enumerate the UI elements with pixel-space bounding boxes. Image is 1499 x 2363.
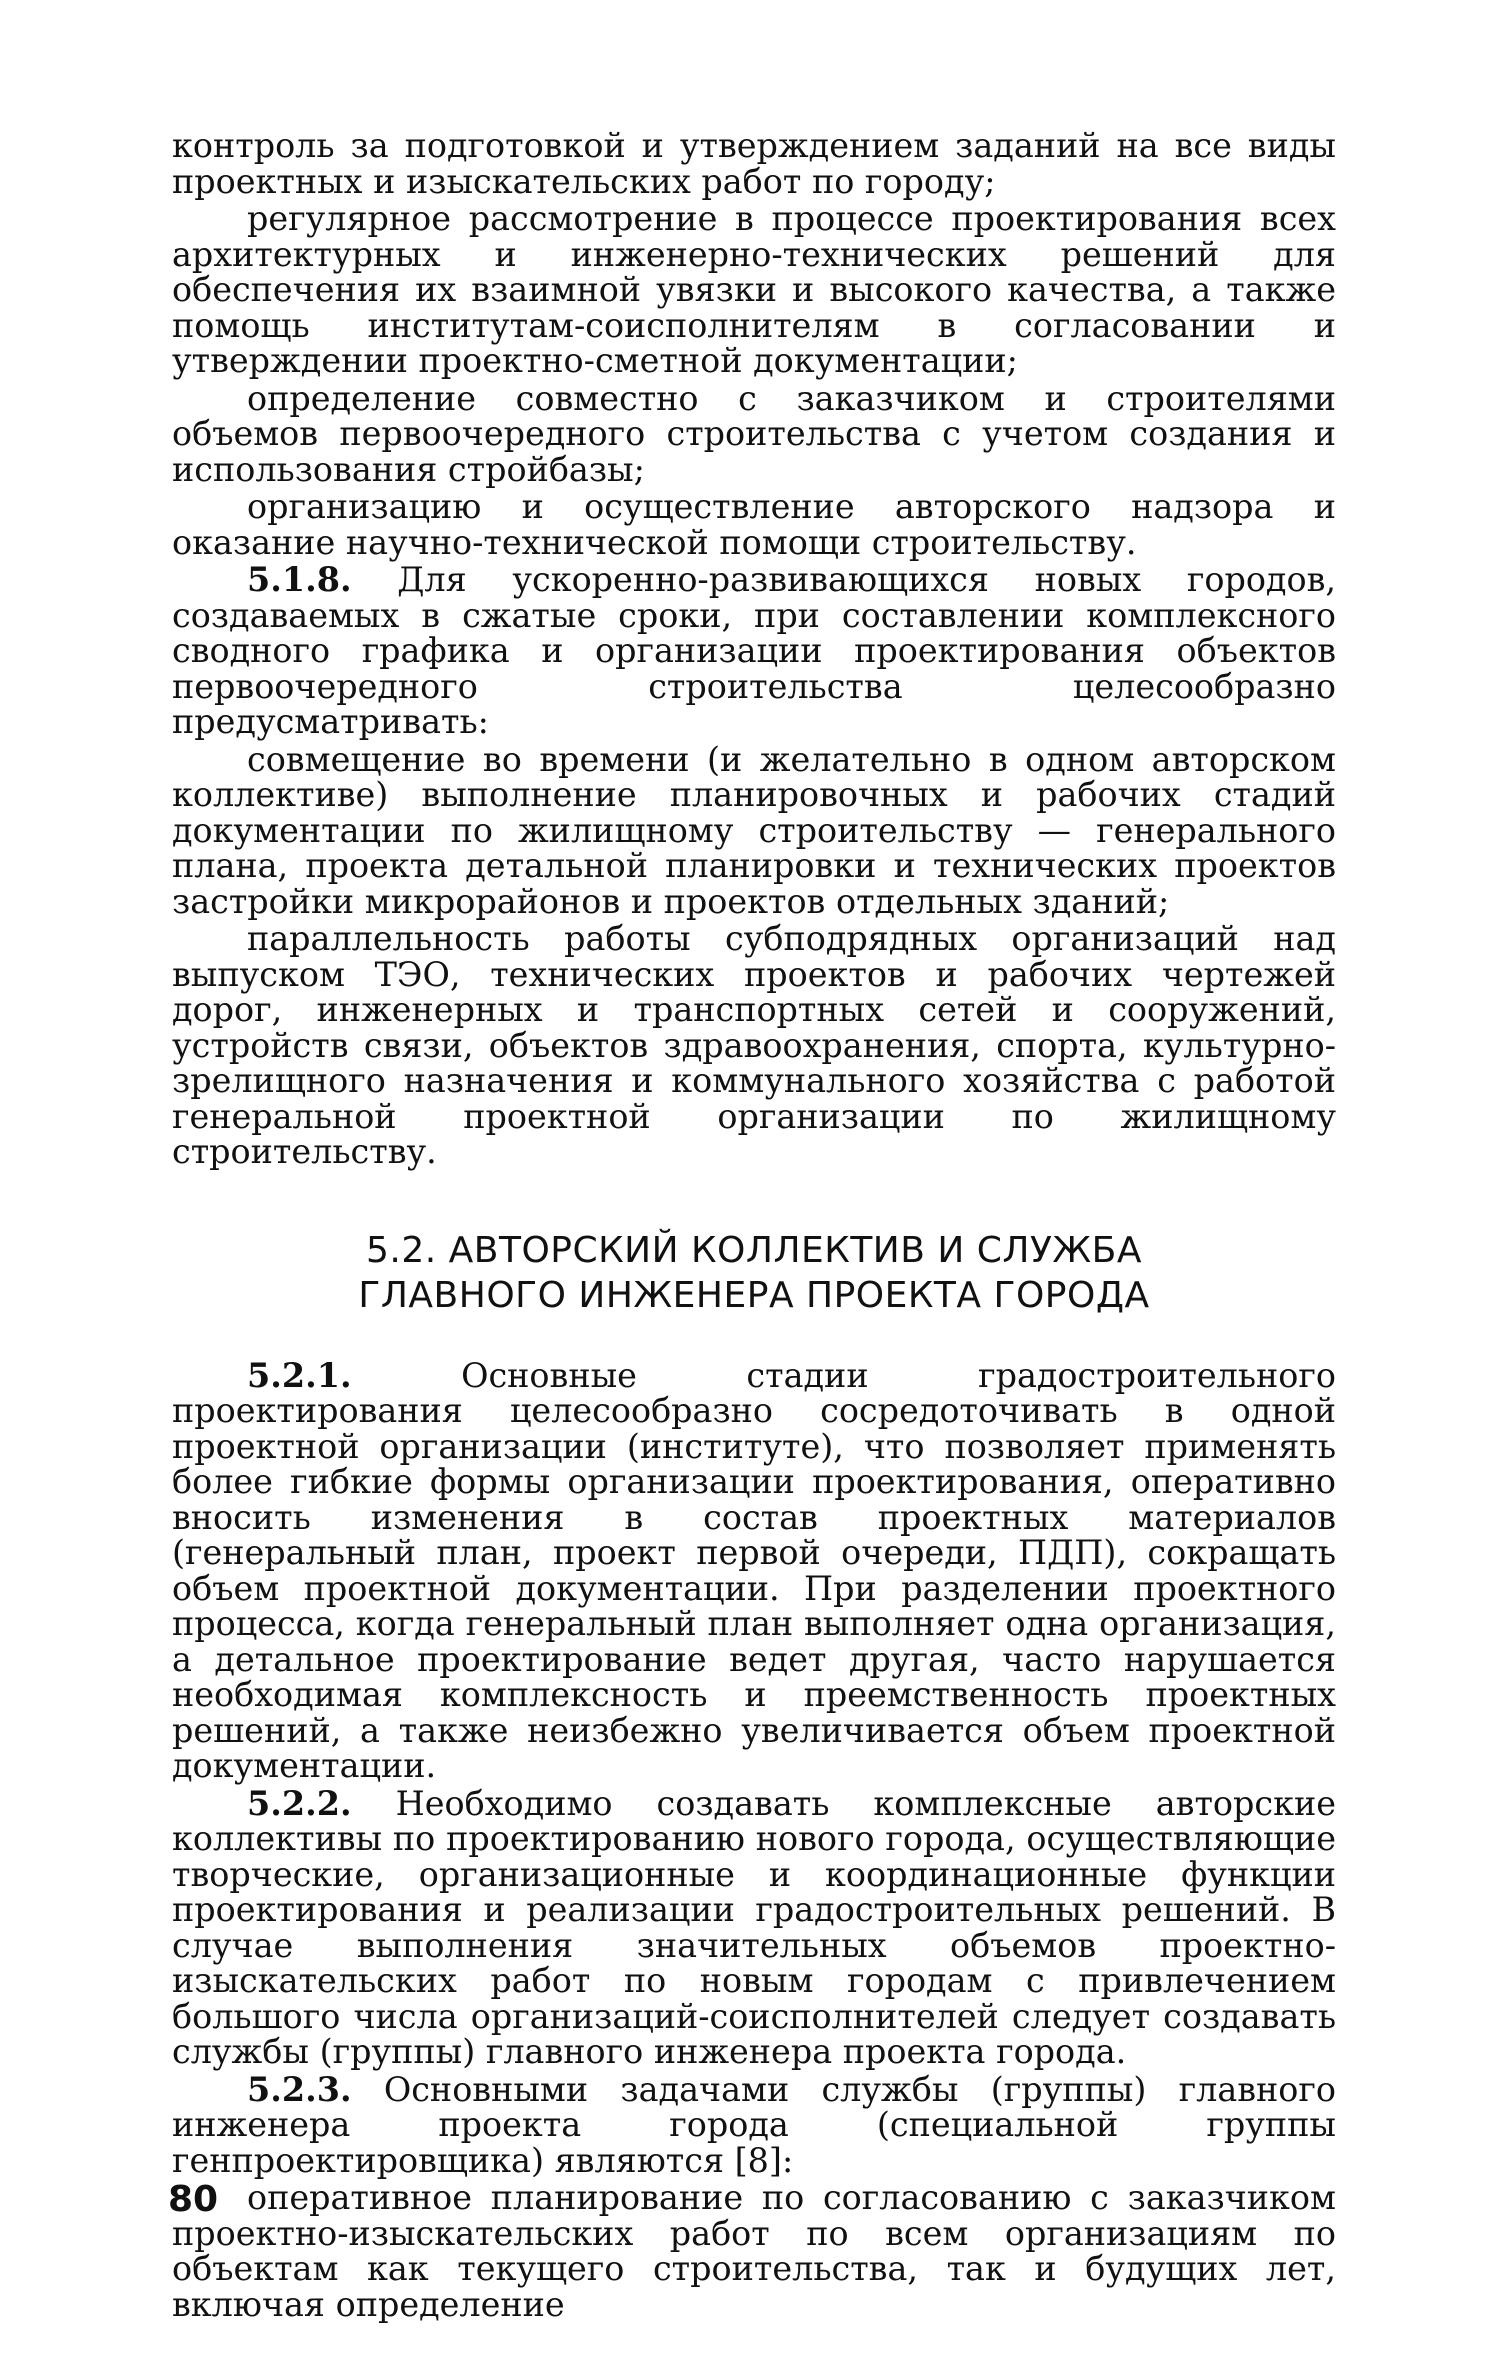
numbered-paragraph xyxy=(172,562,1336,740)
list-item-paragraph xyxy=(172,201,1336,379)
paragraph-number: 5.2.2. xyxy=(247,1783,352,1823)
paragraph-text: оперативное планирование по согласованию с заказчиком проектно-изыскательских работ по всем организациям по объектам как текущего строительства, так и будущих лет, включая определение xyxy=(172,2178,1336,2324)
paragraph-text: контроль за подготовкой и утверждением заданий на все виды проектных и изыскательских работ по городу; xyxy=(172,126,1336,201)
text-block-before-heading xyxy=(172,128,1336,1170)
paragraph-number: 5.1.8. xyxy=(247,560,352,599)
paragraph-text: организацию и осуществление авторского надзора и оказание научно-технической помощи строительству. xyxy=(172,487,1336,562)
numbered-paragraph xyxy=(172,2069,1336,2180)
paragraph-number: 5.2.3. xyxy=(247,2069,352,2109)
continuation-paragraph xyxy=(172,128,1336,199)
paragraph-text: Для ускоренно-развивающихся новых городов, создаваемых в сжатые сроки, при составлении комплексного сводного графика и организации проектирования объектов первоочередного строительства целесообразно предусматривать: xyxy=(172,560,1336,741)
paragraph-text: Основными задачами службы (группы) главного инженера проекта города (специальной группы генпроектировщика) являются [8]: xyxy=(172,2069,1336,2180)
numbered-paragraph xyxy=(172,1783,1336,2071)
page-body xyxy=(172,128,1336,2322)
section-heading-line-1: 5.2. АВТОРСКИЙ КОЛЛЕКТИВ И СЛУЖБА xyxy=(365,1229,1142,1271)
paragraph-text: регулярное рассмотрение в процессе проектирования всех архитектурных и инженерно-технических решений для обеспечения их взаимной увязки и высокого качества, а также помощь институтам-соисполнителям в согласовании и утверждении проектно-сметной документации; xyxy=(172,199,1336,380)
paragraph-text: определение совместно с заказчиком и строителями объемов первоочередного строительства с учетом создания и использования стройбазы; xyxy=(172,378,1336,489)
paragraph-text: Необходимо создавать комплексные авторские коллективы по проектированию нового города, осуществляющие творческие, организационные и координационные функции проектирования и реализации градостроительных решений. В случае выполнения значительных объемов проектно-изыскательских работ по новым городам с привлечением большого числа организаций-соисполнителей следует создавать службы (группы) главного инженера проекта города. xyxy=(172,1783,1336,2071)
list-item-paragraph xyxy=(172,2180,1336,2322)
paragraph-text: совмещение во времени (и желательно в одном авторском коллективе) выполнение планировочных и рабочих стадий документации по жилищному строительству — генерального плана, проекта детальной планировки и технических проектов застройки микрорайонов и проектов отдельных зданий; xyxy=(172,739,1336,921)
text-block-after-heading xyxy=(172,1355,1336,2324)
list-item-paragraph xyxy=(172,489,1336,560)
list-item-paragraph xyxy=(172,378,1336,489)
numbered-paragraph xyxy=(172,1355,1336,1785)
page-number: 80 xyxy=(168,2179,219,2220)
section-heading-line-2: ГЛАВНОГО ИНЖЕНЕРА ПРОЕКТА ГОРОДА xyxy=(358,1274,1150,1316)
paragraph-text: параллельность работы субподрядных организаций над выпуском ТЭО, технических проектов и рабочих чертежей дорог, инженерных и транспортных сетей и сооружений, устройств связи, объектов здравоохранения, спорта, культурно-зрелищного назначения и коммунального хозяйства с работой генеральной проектной организации по жилищному строительству. xyxy=(172,919,1336,1171)
section-heading xyxy=(172,1228,1336,1318)
paragraph-number: 5.2.1. xyxy=(247,1355,352,1395)
list-item-paragraph xyxy=(172,921,1336,1170)
paragraph-text: Основные стадии градостроительного проектирования целесообразно сосредоточивать в одной проектной организации (институте), что позволяет применять более гибкие формы организации проектирования, оперативно вносить изменения в состав проектных материалов (генеральный план, проект первой очереди, ПДП), сокращать объем проектной документации. При разделении проектного процесса, когда генеральный план выполняет одна организация, а детальное проектирование ведет другая, часто нарушается необходимая комплексность и преемственность проектных решений, а также неизбежно увеличивается объем проектной документации. xyxy=(172,1355,1336,1785)
list-item-paragraph xyxy=(172,739,1336,921)
